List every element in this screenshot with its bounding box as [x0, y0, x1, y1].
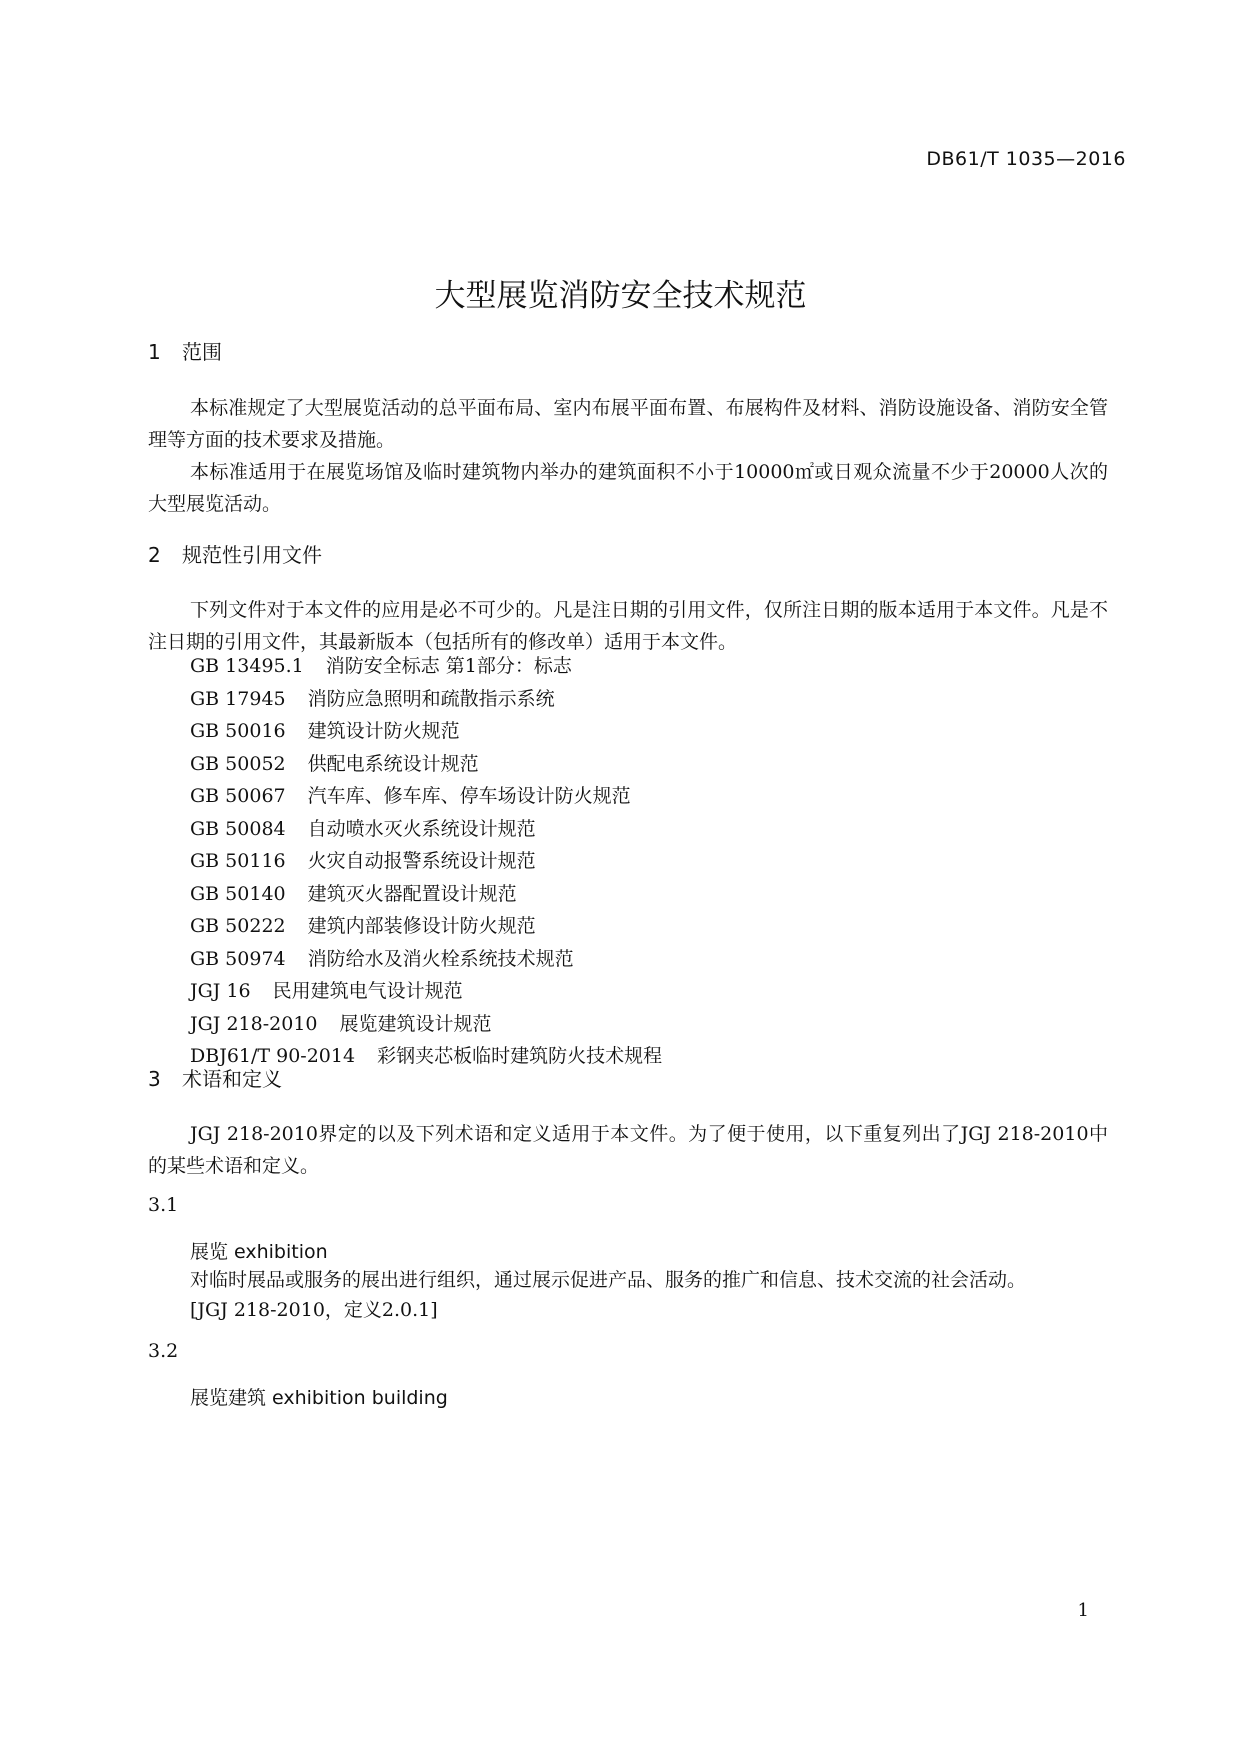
term-number: 3.2 [148, 1340, 179, 1362]
reference-title: 消防给水及消火栓系统技术规范 [307, 947, 574, 970]
reference-title: 消防安全标志 第1部分：标志 [325, 655, 572, 677]
reference-code: GB 50974 [190, 947, 286, 970]
section-heading-normative-references [148, 539, 322, 568]
reference-item [190, 845, 662, 878]
reference-title: 展览建筑设计规范 [339, 1012, 492, 1035]
reference-title: 消防应急照明和疏散指示系统 [307, 687, 555, 710]
reference-item [190, 780, 662, 813]
scope-paragraph-1: 本标准规定了大型展览活动的总平面布局、室内布展平面布置、布展构件及材料、消防设施设备、消防安全管理等方面的技术要求及措施。 [148, 397, 1108, 451]
reference-code: GB 50140 [190, 882, 286, 905]
section-number: 1 [148, 340, 161, 364]
section-title: 范围 [182, 340, 222, 364]
reference-item [190, 650, 662, 683]
reference-title: 民用建筑电气设计规范 [272, 980, 463, 1002]
term-definition: 对临时展品或服务的展出进行组织，通过展示促进产品、服务的推广和信息、技术交流的社会活动。 [190, 1269, 1027, 1291]
term-en: exhibition [234, 1241, 328, 1263]
section-number: 3 [148, 1067, 161, 1091]
reference-title: 建筑内部装修设计防火规范 [307, 915, 536, 937]
term-en: exhibition building [272, 1387, 448, 1409]
reference-item [190, 943, 662, 976]
term-number: 3.1 [148, 1194, 179, 1216]
reference-title: 汽车库、修车库、停车场设计防火规范 [307, 785, 631, 807]
reference-code: GB 50084 [190, 817, 286, 840]
reference-code: GB 50116 [190, 850, 286, 872]
scope-paragraph-2: 本标准适用于在展览场馆及临时建筑物内举办的建筑面积不小于10000㎡或日观众流量不少于20000人次的大型展览活动。 [148, 461, 1108, 515]
reference-code: JGJ 218-2010 [190, 1012, 318, 1035]
reference-code: GB 50052 [190, 752, 286, 775]
reference-code: GB 17945 [190, 687, 286, 710]
section-title: 术语和定义 [182, 1067, 282, 1091]
term-title [190, 1383, 448, 1410]
section-heading-terms [148, 1063, 282, 1092]
terms-intro-text: JGJ 218-2010界定的以及下列术语和定义适用于本文件。为了便于使用，以下重复列出了JGJ 218-2010中的某些术语和定义。 [148, 1123, 1108, 1177]
document-number: DB61/T 1035—2016 [926, 148, 1126, 170]
page-title: 大型展览消防安全技术规范 [434, 278, 807, 314]
reference-item [190, 715, 662, 748]
reference-code: GB 13495.1 [190, 655, 304, 677]
section-heading-scope [148, 336, 222, 365]
reference-item [190, 910, 662, 943]
term-source: [JGJ 218-2010，定义2.0.1] [190, 1299, 438, 1321]
reference-code: JGJ 16 [190, 980, 251, 1002]
term-cn: 展览建筑 [190, 1387, 267, 1409]
section-title: 规范性引用文件 [182, 543, 322, 567]
term-cn: 展览 [190, 1241, 229, 1263]
reference-title: 火灾自动报警系统设计规范 [307, 850, 536, 872]
reference-title: 供配电系统设计规范 [307, 752, 479, 775]
reference-title: 建筑灭火器配置设计规范 [307, 882, 517, 905]
page-number: 1 [1077, 1600, 1089, 1621]
term-title [190, 1237, 328, 1264]
reference-title: 自动喷水灭火系统设计规范 [307, 817, 536, 840]
reference-item [190, 683, 662, 716]
reference-code: GB 50016 [190, 720, 286, 742]
reference-title: 彩钢夹芯板临时建筑防火技术规程 [377, 1045, 663, 1067]
reference-item [190, 748, 662, 781]
reference-item [190, 813, 662, 846]
references-intro-text: 下列文件对于本文件的应用是必不可少的。凡是注日期的引用文件，仅所注日期的版本适用于本文件。凡是不注日期的引用文件，其最新版本（包括所有的修改单）适用于本文件。 [148, 599, 1108, 653]
reference-code: GB 50067 [190, 785, 286, 807]
references-intro [148, 594, 1108, 658]
section-number: 2 [148, 543, 161, 567]
reference-list [190, 650, 662, 1073]
reference-item [190, 1008, 662, 1041]
reference-item [190, 975, 662, 1008]
reference-code: GB 50222 [190, 915, 286, 937]
reference-title: 建筑设计防火规范 [307, 720, 460, 742]
reference-code: DBJ61/T 90-2014 [190, 1045, 356, 1067]
terms-intro [148, 1118, 1108, 1182]
reference-item [190, 878, 662, 911]
scope-paragraphs [148, 392, 1108, 520]
